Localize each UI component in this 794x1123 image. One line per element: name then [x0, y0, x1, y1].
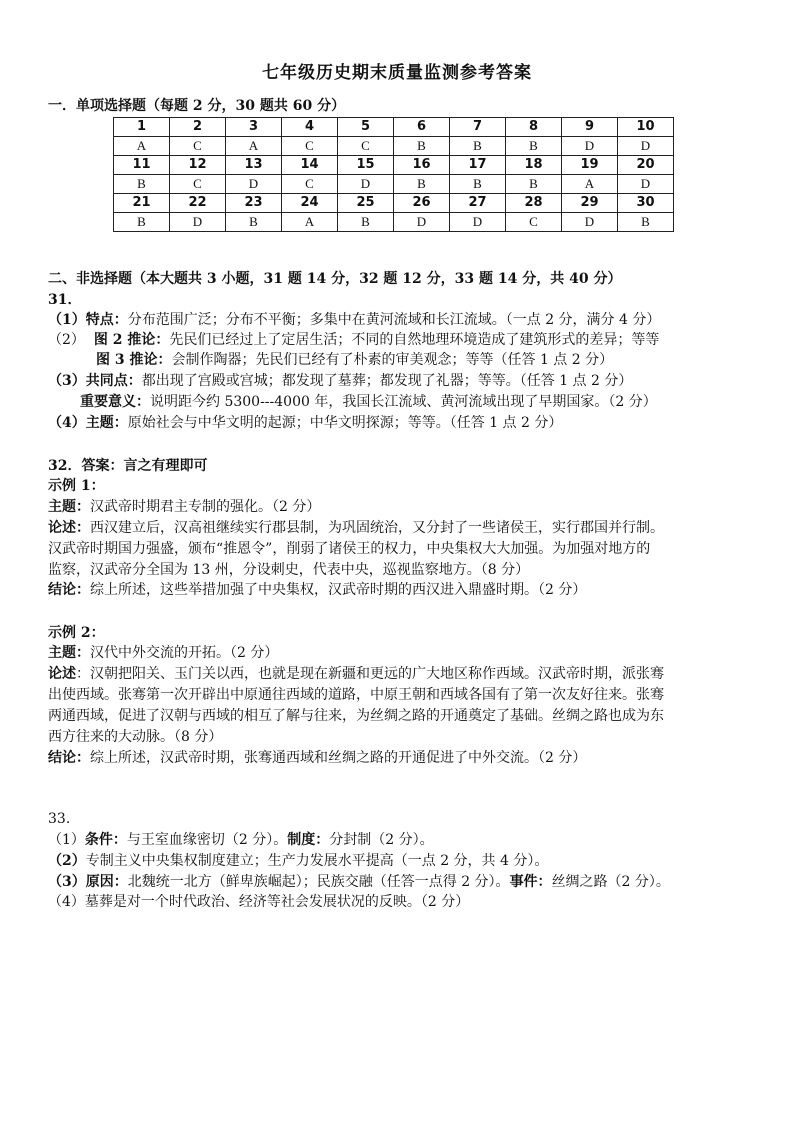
q32-ex2-arg-3: 两通西域，促进了汉朝与西域的相互了解与往来，为丝绸之路的开通奠定了基础。丝绸之路也成为东: [48, 708, 664, 724]
q31-p3b-text: 说明距今约 5300---4000 年，我国长江流域、黄河流域出现了早期国家。（2 分）: [150, 394, 657, 410]
q32-ex1-arg-text-1: 西汉建立后，汉高祖继续实行郡县制，为巩固统治，又分封了一些诸侯王，实行郡国并行制。: [90, 520, 664, 536]
question-number-cell: 14: [282, 156, 338, 175]
question-number-cell: 7: [450, 118, 506, 137]
q32-ex1-con-label: 结论：: [48, 582, 90, 598]
answer-cell: B: [506, 137, 562, 156]
answer-cell: B: [618, 213, 674, 232]
q33-p4-label: （4）: [48, 894, 85, 910]
q33-part1: [48, 831, 434, 849]
answer-cell: B: [114, 175, 170, 194]
answer-cell: B: [338, 213, 394, 232]
answer-row: [114, 137, 674, 156]
answer-cell: D: [170, 213, 226, 232]
q32-heading: 32．答案：言之有理即可: [48, 458, 208, 474]
question-number-cell: 23: [226, 194, 282, 213]
q32-ex2-conclusion: [48, 749, 586, 767]
q32-ex1-topic-label: 主题：: [48, 499, 90, 515]
q32-ex2-con-text: 综上所述，汉武帝时期，张骞通西域和丝绸之路的开通促进了中外交流。（2 分）: [90, 750, 587, 766]
q31-part2b: [96, 351, 613, 369]
q32-ex2-arg-2: 出使西域。张骞第一次开辟出中原通往西域的道路，中原王朝和西域各国有了第一次友好往来。张骞: [48, 687, 664, 703]
answer-cell: B: [450, 175, 506, 194]
question-number-cell: 5: [338, 118, 394, 137]
question-number-cell: 4: [282, 118, 338, 137]
question-number-cell: 29: [562, 194, 618, 213]
q31-p1-label: （1）特点：: [48, 312, 128, 328]
answer-row: [114, 213, 674, 232]
q31-p2a-label: 图 2 推论：: [93, 332, 170, 348]
question-number-cell: 27: [450, 194, 506, 213]
answer-cell: D: [338, 175, 394, 194]
q32-ex2-topic-label: 主题：: [48, 645, 90, 661]
answer-cell: C: [506, 213, 562, 232]
answer-cell: B: [226, 213, 282, 232]
q31-p4-label: （4）主题：: [48, 415, 128, 431]
question-number-cell: 30: [618, 194, 674, 213]
q33-p1-prefix: （1）: [48, 832, 85, 848]
question-number-row: [114, 194, 674, 213]
q32-ex2-con-label: 结论：: [48, 750, 90, 766]
answer-cell: B: [394, 137, 450, 156]
question-number-row: [114, 156, 674, 175]
q32-ex2-topic: [48, 644, 278, 662]
q31-p3-label: （3）共同点：: [48, 373, 142, 389]
q32-ex2-arg-4: 西方往来的大动脉。（8 分）: [48, 729, 223, 745]
q31-p2b-text: 会制作陶器；先民们已经有了朴素的审美观念；等等（任答 1 点 2 分）: [171, 352, 614, 368]
q33-p1-cond-label: 条件：: [84, 832, 127, 848]
answer-cell: A: [562, 175, 618, 194]
q32-ex1-topic-text: 汉武帝时期君主专制的强化。（2 分）: [90, 499, 321, 515]
q31-p3b-label: 重要意义：: [80, 394, 150, 410]
q31-p2-prefix: （2）: [48, 332, 85, 348]
q32-example2-label: 示例 2：: [48, 625, 105, 641]
answer-cell: C: [338, 137, 394, 156]
q31-part1: [48, 311, 660, 329]
answer-cell: C: [282, 137, 338, 156]
q33-part4: [48, 893, 469, 911]
q31-part2a: [48, 331, 659, 349]
question-number-cell: 18: [506, 156, 562, 175]
question-number-cell: 22: [170, 194, 226, 213]
answer-cell: D: [450, 213, 506, 232]
question-number-cell: 6: [394, 118, 450, 137]
page-title: 七年级历史期末质量监测参考答案: [262, 63, 532, 83]
q32-ex1-topic: [48, 498, 320, 516]
answer-row: [114, 175, 674, 194]
answer-cell: D: [618, 175, 674, 194]
q31-p3-text: 都出现了宫殿或宫城；都发现了墓葬；都发现了礼器；等等。（任答 1 点 2 分）: [141, 373, 633, 389]
answer-cell: D: [562, 137, 618, 156]
answer-cell: A: [226, 137, 282, 156]
answer-cell: D: [618, 137, 674, 156]
q32-ex2-arg-text-1: ：汉朝把阳关、玉门关以西，也就是现在新疆和更远的广大地区称作西域。汉武帝时期，派张骞: [76, 666, 664, 682]
question-number-cell: 1: [114, 118, 170, 137]
q33-label: 33.: [48, 811, 71, 827]
q31-p1-text: 分布范围广泛；分布不平衡；多集中在黄河流域和长江流域。（一点 2 分，满分 4 分）: [127, 312, 661, 328]
section1-heading: 一．单项选择题（每题 2 分，30 题共 60 分）: [48, 98, 346, 114]
answer-cell: A: [114, 137, 170, 156]
q33-p3-text: 北魏统一北方（鲜卑族崛起）；民族交融（任答一点得 2 分）。: [127, 874, 510, 890]
answer-cell: B: [114, 213, 170, 232]
answer-cell: C: [282, 175, 338, 194]
answer-cell: D: [562, 213, 618, 232]
q33-p3-label: （3）原因：: [48, 874, 128, 890]
question-number-cell: 17: [450, 156, 506, 175]
answer-cell: C: [170, 175, 226, 194]
q32-ex1-arg-2: 汉武帝时期国力强盛，颁布“推恩令”，削弱了诸侯王的权力，中央集权大大加强。为加强对地方的: [48, 541, 651, 557]
question-number-row: [114, 118, 674, 137]
question-number-cell: 28: [506, 194, 562, 213]
q32-ex1-arg-1: [48, 519, 664, 537]
question-number-cell: 8: [506, 118, 562, 137]
q32-ex1-con-text: 综上所述，这些举措加强了中央集权，汉武帝时期的西汉进入鼎盛时期。（2 分）: [90, 582, 587, 598]
q32-ex2-topic-text: 汉代中外交流的开拓。（2 分）: [90, 645, 279, 661]
q31-label: 31．: [48, 292, 82, 308]
question-number-cell: 16: [394, 156, 450, 175]
question-number-cell: 12: [170, 156, 226, 175]
q32-ex1-conclusion: [48, 581, 586, 599]
q33-p3-evt-text: 丝绸之路（2 分）。: [551, 874, 670, 890]
question-number-cell: 15: [338, 156, 394, 175]
q33-p1-sys-label: 制度：: [287, 832, 330, 848]
question-number-cell: 11: [114, 156, 170, 175]
q31-part4: [48, 414, 562, 432]
question-number-cell: 25: [338, 194, 394, 213]
q31-part3b: [80, 393, 657, 411]
question-number-cell: 24: [282, 194, 338, 213]
q33-p3-evt-label: 事件：: [509, 874, 552, 890]
q33-p2-text: 专制主义中央集权制度建立；生产力发展水平提高（一点 2 分，共 4 分）。: [85, 853, 549, 869]
q33-p1-sys-text: 分封制（2 分）。: [329, 832, 434, 848]
q31-p2a-text: 先民们已经过上了定居生活；不同的自然地理环境造成了建筑形式的差异；等等: [169, 332, 660, 348]
answer-cell: B: [506, 175, 562, 194]
answer-cell: B: [394, 175, 450, 194]
question-number-cell: 19: [562, 156, 618, 175]
question-number-cell: 26: [394, 194, 450, 213]
section2-heading: 二、非选择题（本大题共 3 小题，31 题 14 分，32 题 12 分，33 题 14 分，共 40 分）: [48, 271, 622, 287]
question-number-cell: 3: [226, 118, 282, 137]
answer-cell: D: [226, 175, 282, 194]
answer-cell: C: [170, 137, 226, 156]
q32-ex2-arg-1: [48, 665, 664, 683]
question-number-cell: 10: [618, 118, 674, 137]
q32-ex2-arg-label: 论述: [48, 666, 76, 682]
q31-part3: [48, 372, 632, 390]
question-number-cell: 9: [562, 118, 618, 137]
question-number-cell: 2: [170, 118, 226, 137]
q33-part2: [48, 852, 548, 870]
answer-table: [113, 117, 674, 232]
q32-example1-label: 示例 1：: [48, 478, 105, 494]
answer-cell: D: [394, 213, 450, 232]
q32-ex1-arg-label: 论述：: [48, 520, 90, 536]
answer-cell: B: [450, 137, 506, 156]
q33-p2-label: （2）: [48, 853, 86, 869]
q31-p2b-label: 图 3 推论：: [96, 352, 172, 368]
q32-ex1-arg-3: 监察，汉武帝分全国为 13 州，分设刺史，代表中央，巡视监察地方。（8 分）: [48, 562, 530, 578]
question-number-cell: 21: [114, 194, 170, 213]
q33-part3: [48, 873, 670, 891]
question-number-cell: 13: [226, 156, 282, 175]
q33-p4-text: 墓葬是对一个时代政治、经济等社会发展状况的反映。（2 分）: [84, 894, 470, 910]
q33-p1-cond-text: 与王室血缘密切（2 分）。: [126, 832, 288, 848]
question-number-cell: 20: [618, 156, 674, 175]
answer-cell: A: [282, 213, 338, 232]
q31-p4-text: 原始社会与中华文明的起源；中华文明探源；等等。（任答 1 点 2 分）: [127, 415, 563, 431]
